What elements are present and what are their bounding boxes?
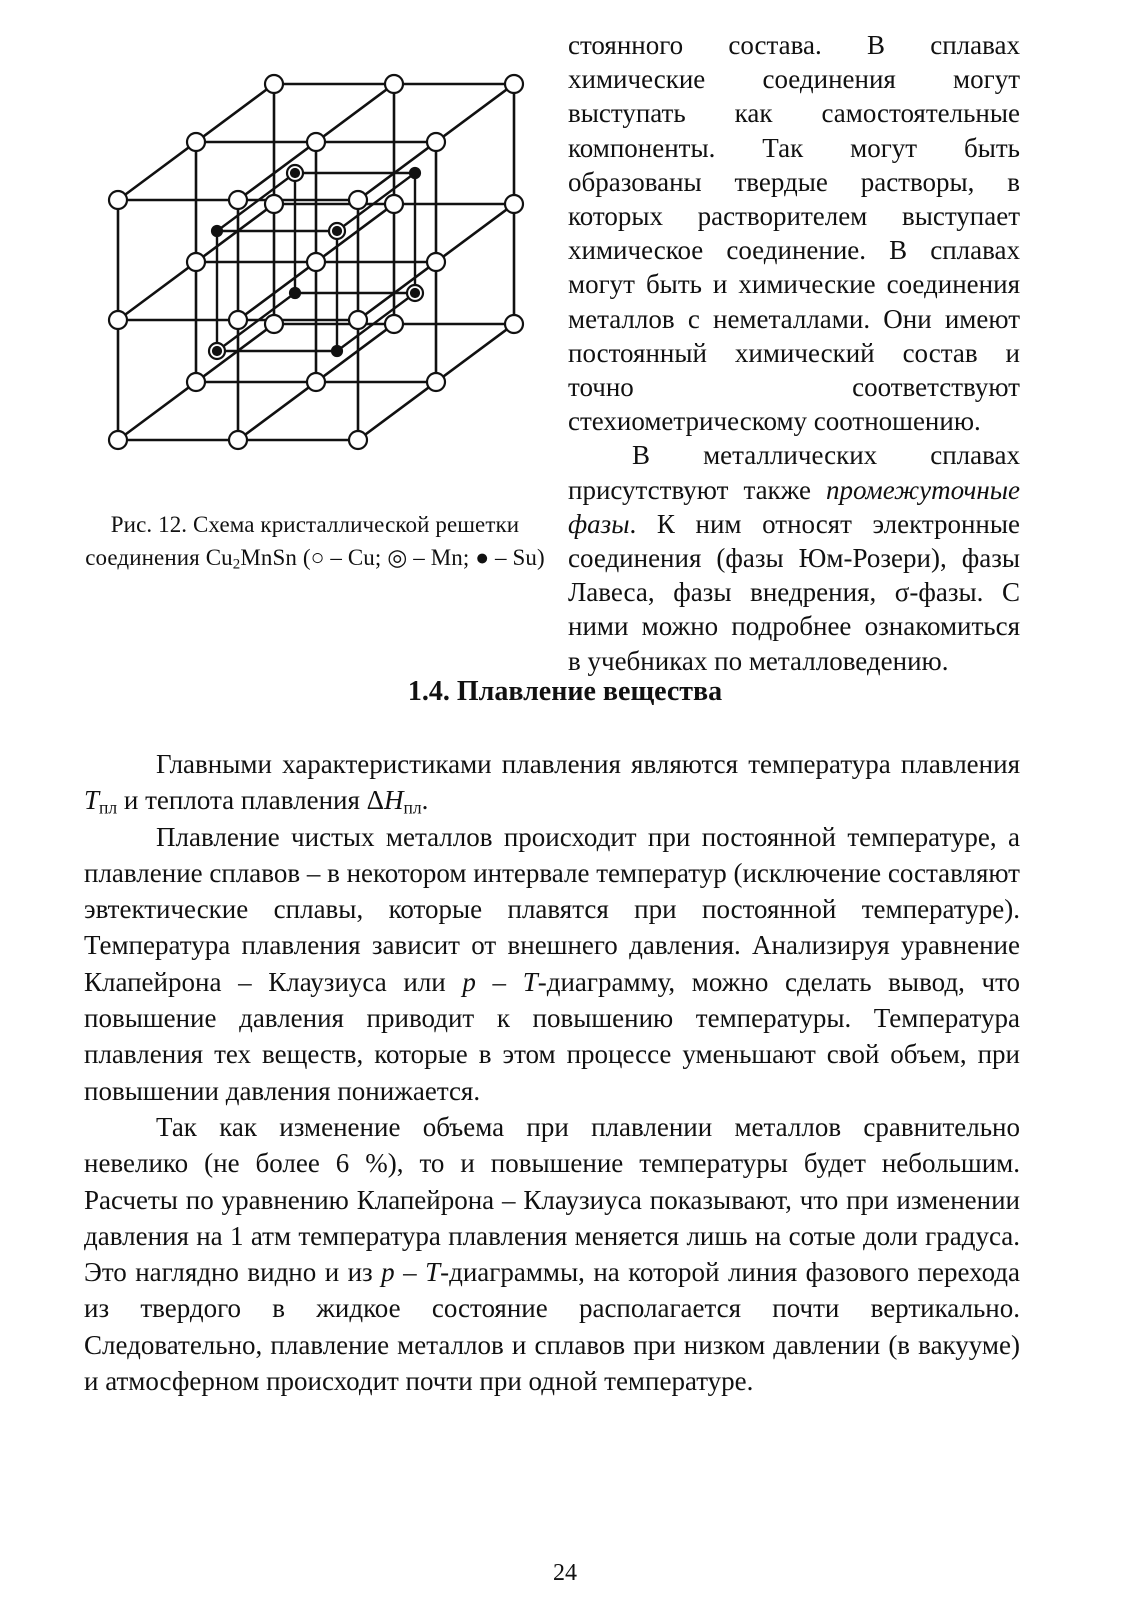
p1-symbol-t: T [84, 785, 100, 816]
right-paragraph-2 [568, 438, 1020, 677]
mn-atom-core [411, 289, 419, 297]
p3-text-a: Так как изменение объема при плавлении металлов сравнительно невелико (не более 6 %), то и повышение температуры будет небольшим. Расчеты по уравнению Клапейрона – Клаузиуса показывают, что при изменении давления на 1 атм температура плавления меняется лишь на сотые доли градуса. Это наглядно видно и из [84, 1111, 1020, 1288]
cu-atom [109, 431, 127, 449]
right-p2-italic-term: промежуточные фазы [568, 474, 1020, 539]
cu-atom [265, 75, 283, 93]
body-paragraph-2 [84, 819, 1020, 1109]
p2-text-a: Плавление чистых металлов происходит при постоянной температуре, а плавление сплавов – в некотором интервале температур (исключение составляют эвтектические сплавы, которые плавятся при постоянной температуре). Температура плавления зависит от внешнего давления. Анализируя уравнение Клапейрона – Клаузиуса или [84, 821, 1020, 997]
mn-atom-core [291, 169, 299, 177]
crystal-lattice-figure [98, 60, 538, 500]
p3-symbol-p: p [381, 1257, 395, 1288]
figure-caption [84, 508, 546, 574]
right-p2-end: . К ним относят электронные соединения (фазы Юм-Розери), фазы Лавеса, фазы внедрения, σ-фазы. С ними можно подробнее ознакомиться в учебниках по металловедению. [568, 508, 1020, 676]
cu-atom [307, 373, 325, 391]
sn-atom [212, 226, 222, 236]
cu-atom [427, 373, 445, 391]
cu-atom [427, 253, 445, 271]
p3-text-b: -диаграммы, на которой линия фазового перехода из твердого в жидкое состояние располагается почти вертикально. Следовательно, плавление металлов и сплавов при низком давлении (в вакууме) и атмосферном происходит почти при одной температуре. [84, 1257, 1021, 1397]
cu-atom [349, 431, 367, 449]
right-column [568, 28, 1020, 678]
lattice-diagram [98, 60, 538, 500]
p3-dash: – [394, 1257, 426, 1288]
cu-atom [505, 195, 523, 213]
right-p2-start: В металлических сплавах присутствуют также [568, 440, 1020, 505]
mn-atom-core [333, 227, 341, 235]
sn-atom [332, 346, 342, 356]
sn-atom [410, 168, 420, 178]
cu-atom [307, 133, 325, 151]
cu-atom [349, 191, 367, 209]
p1-symbol-h: H [384, 785, 404, 816]
cu-atom [187, 373, 205, 391]
body-paragraph-3 [84, 1109, 1020, 1399]
cu-atom [229, 191, 247, 209]
cu-atom [229, 431, 247, 449]
cu-atom [505, 315, 523, 333]
cu-atom [229, 311, 247, 329]
right-paragraph-1: стоянного состава. В сплавах химические соединения могут выступать как самостоятельные компоненты. Так могут быть образованы твердые растворы, в которых растворителем выступает химическое соединение. В сплавах могут быть и химические соединения металлов с неметаллами. Они имеют постоянный химический состав и точно соответствуют стехиометрическому соотношению. [568, 30, 1020, 437]
section-heading: 1.4. Плавление вещества [407, 676, 723, 707]
cu-atom [187, 133, 205, 151]
p1-text-a: Главными характеристиками плавления являются температура плавления [156, 749, 1020, 779]
caption-legend: MnSn (○ – Cu; ◎ – Mn; ● – Su) [240, 545, 545, 570]
cu-atom [385, 315, 403, 333]
cu-atom [187, 253, 205, 271]
cu-atom [427, 133, 445, 151]
sn-atom [290, 288, 300, 298]
mn-atom-core [213, 347, 221, 355]
cu-atom [385, 195, 403, 213]
body-paragraph-1 [84, 746, 1020, 819]
cu-atom [265, 195, 283, 213]
p1-subscript-t: пл [99, 797, 118, 818]
cu-atom [109, 191, 127, 209]
caption-subscript: 2 [232, 556, 241, 573]
p2-symbol-p: p [462, 966, 476, 997]
page-number: 24 [553, 1560, 577, 1586]
main-text [84, 746, 1020, 1399]
p1-text-b: и теплота плавления Δ [117, 785, 385, 816]
cu-atom [505, 75, 523, 93]
p2-dash: – [475, 966, 523, 997]
cu-atom [109, 311, 127, 329]
cu-atom [307, 253, 325, 271]
p1-subscript-h: пл [403, 797, 422, 818]
caption-prefix: Рис. 12. Схема кристаллической решетки соединения Cu [85, 512, 520, 570]
cu-atom [385, 75, 403, 93]
p2-symbol-t: T [522, 966, 538, 997]
cu-atom [349, 311, 367, 329]
p1-text-c: . [421, 785, 429, 816]
p3-symbol-t: T [425, 1257, 441, 1288]
cu-atom [265, 315, 283, 333]
p2-text-b: -диаграмму, можно сделать вывод, что повышение давления приводит к повышению температуры. Температура плавления тех веществ, которые в этом процессе уменьшают свой объем, при повышении давления понижается. [84, 966, 1021, 1106]
